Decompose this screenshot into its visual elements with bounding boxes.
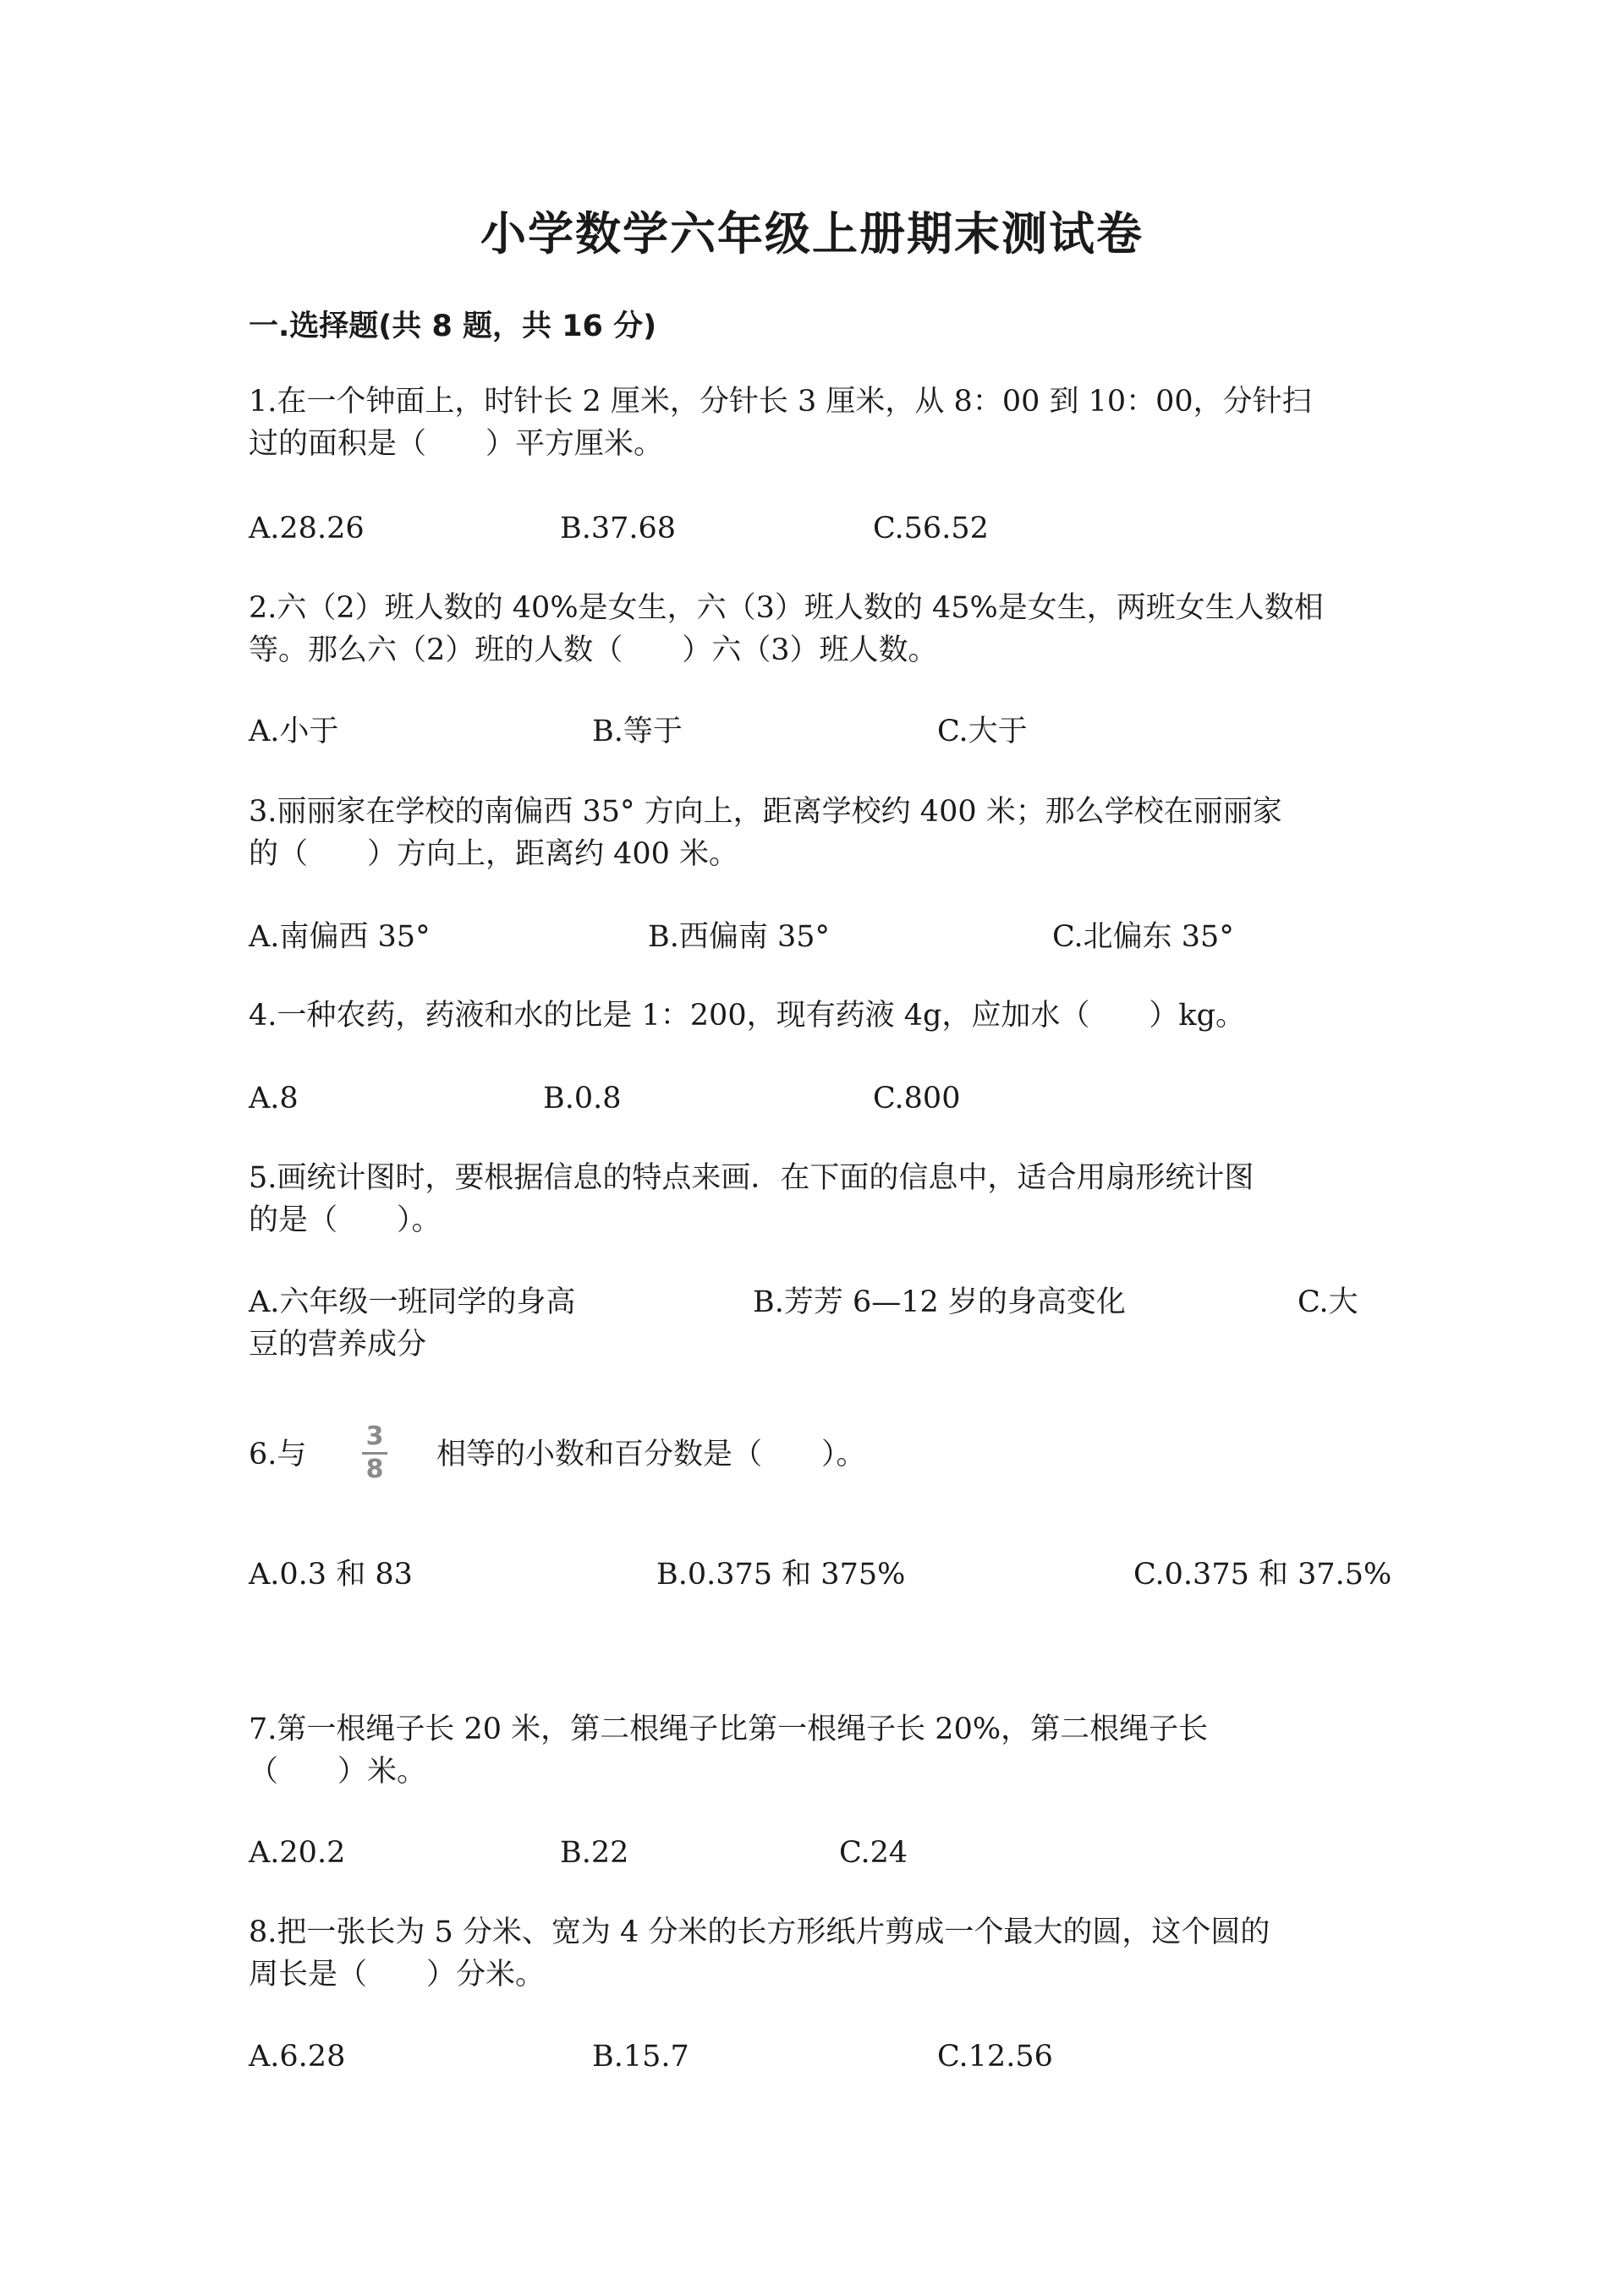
question-5-option-c: C.大 xyxy=(1298,1285,1358,1319)
question-6-option-a: A.0.3 和 83 xyxy=(249,1558,413,1592)
question-7-option-b: B.22 xyxy=(560,1836,629,1870)
question-8-line-1: 8.把一张长为 5 分米、宽为 4 分米的长方形纸片剪成一个最大的圆，这个圆的 xyxy=(249,1915,1270,1949)
question-8-option-c: C.12.56 xyxy=(937,2040,1053,2074)
question-8-option-b: B.15.7 xyxy=(592,2040,689,2074)
question-7-line-2: （ ）米。 xyxy=(249,1755,427,1789)
question-6-prefix: 6.与 xyxy=(249,1438,307,1471)
question-6-suffix: 相等的小数和百分数是（ ）。 xyxy=(436,1438,866,1471)
question-3-option-a: A.南偏西 35° xyxy=(249,920,431,954)
question-1-option-a: A.28.26 xyxy=(249,512,365,545)
question-2-option-c: C.大于 xyxy=(937,715,1028,748)
question-3-option-c: C.北偏东 35° xyxy=(1052,920,1234,954)
question-1-line-2: 过的面积是（ ）平方厘米。 xyxy=(249,427,664,461)
question-2-line-2: 等。那么六（2）班的人数（ ）六（3）班人数。 xyxy=(249,633,938,667)
question-5-option-a: A.六年级一班同学的身高 xyxy=(249,1285,576,1319)
question-7-option-c: C.24 xyxy=(839,1836,908,1870)
question-5-option-b: B.芳芳 6—12 岁的身高变化 xyxy=(753,1285,1126,1319)
question-5-line-2: 的是（ ）。 xyxy=(249,1203,442,1237)
question-7-option-a: A.20.2 xyxy=(249,1836,346,1870)
question-6-option-c: C.0.375 和 37.5% xyxy=(1133,1558,1392,1592)
question-4-option-c: C.800 xyxy=(873,1082,961,1115)
question-1-option-c: C.56.52 xyxy=(873,512,989,545)
question-6-option-b: B.0.375 和 375% xyxy=(656,1558,906,1592)
question-8-line-2: 周长是（ ）分米。 xyxy=(249,1958,546,1992)
question-3-option-b: B.西偏南 35° xyxy=(648,920,831,954)
question-7-line-1: 7.第一根绳子长 20 米，第二根绳子比第一根绳子长 20%，第二根绳子长 xyxy=(249,1712,1209,1746)
question-2-option-b: B.等于 xyxy=(592,715,683,748)
question-5-line-1: 5.画统计图时，要根据信息的特点来画．在下面的信息中，适合用扇形统计图 xyxy=(249,1161,1254,1195)
question-1-option-b: B.37.68 xyxy=(560,512,677,545)
fraction-denominator: 8 xyxy=(365,1455,384,1484)
section-heading: 一.选择题(共 8 题，共 16 分) xyxy=(249,310,657,343)
question-3-line-1: 3.丽丽家在学校的南偏西 35° 方向上，距离学校约 400 米；那么学校在丽丽家 xyxy=(249,795,1282,829)
question-4-line-1: 4.一种农药，药液和水的比是 1：200，现有药液 4g，应加水（ ）kg。 xyxy=(249,999,1246,1033)
question-4-option-a: A.8 xyxy=(249,1082,299,1115)
question-5-option-c-continued: 豆的营养成分 xyxy=(249,1328,427,1362)
page-title: 小学数学六年级上册期末测试卷 xyxy=(480,207,1144,260)
question-1-line-1: 1.在一个钟面上，时针长 2 厘米，分针长 3 厘米，从 8：00 到 10：00，分针扫 xyxy=(249,385,1312,419)
question-6-fraction xyxy=(362,1423,387,1483)
question-2-option-a: A.小于 xyxy=(249,715,339,748)
fraction-numerator: 3 xyxy=(365,1422,384,1451)
question-3-line-2: 的（ ）方向上，距离约 400 米。 xyxy=(249,837,739,871)
question-2-line-1: 2.六（2）班人数的 40%是女生，六（3）班人数的 45%是女生，两班女生人数相 xyxy=(249,591,1324,625)
question-4-option-b: B.0.8 xyxy=(543,1082,622,1115)
question-8-option-a: A.6.28 xyxy=(249,2040,346,2074)
